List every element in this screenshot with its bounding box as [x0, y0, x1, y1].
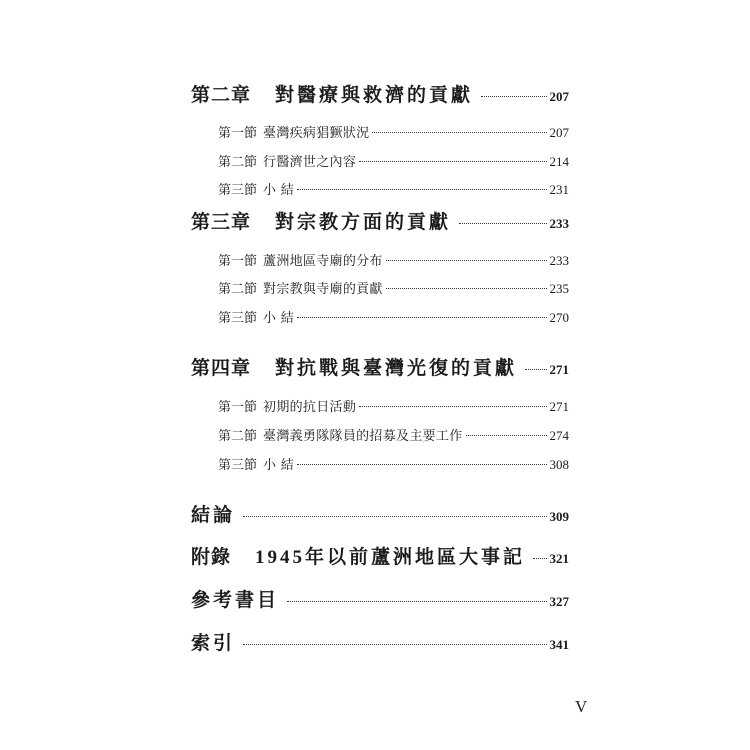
section-title: 臺灣義勇隊隊員的招募及主要工作: [263, 429, 463, 444]
dot-leader: [525, 369, 546, 370]
toc-appendix[interactable]: [191, 542, 569, 569]
chapter-title: 對醫療與救濟的貢獻: [275, 84, 474, 106]
page-number: 274: [549, 428, 569, 443]
dot-leader: [459, 223, 546, 224]
appendix-title: 1945年以前蘆洲地區大事記: [255, 547, 526, 568]
page-number: 231: [549, 182, 569, 197]
dot-leader: [372, 132, 546, 133]
page-number: 271: [549, 362, 569, 377]
index-title: 索引: [191, 632, 236, 654]
chapter-title: 對抗戰與臺灣光復的貢獻: [275, 357, 518, 379]
section-title: 行醫濟世之內容: [263, 155, 357, 170]
bibliography-title: 參考書目: [191, 589, 280, 611]
page-number: 207: [549, 89, 569, 104]
chapter-number: 第四章: [191, 357, 252, 379]
dot-leader: [386, 288, 547, 289]
section-number: 第三節: [218, 183, 258, 198]
toc-conclusion[interactable]: [191, 500, 569, 527]
dot-leader: [481, 96, 546, 97]
section-number: 第三節: [218, 311, 258, 326]
toc-section-2-1[interactable]: [218, 122, 569, 141]
page-number: 207: [549, 125, 569, 140]
dot-leader: [297, 189, 546, 190]
section-number: 第一節: [218, 400, 258, 415]
toc-chapter-3[interactable]: [191, 207, 569, 234]
dot-leader: [243, 516, 546, 517]
section-number: 第一節: [218, 126, 258, 141]
appendix-label: 附錄: [191, 546, 232, 568]
chapter-number: 第三章: [191, 211, 252, 233]
page-number: 271: [549, 399, 569, 414]
section-number: 第一節: [218, 254, 258, 269]
section-number: 第二節: [218, 429, 258, 444]
page-number: 327: [549, 594, 569, 609]
section-number: 第三節: [218, 458, 258, 473]
page-number: 233: [549, 253, 569, 268]
section-title: 初期的抗日活動: [263, 400, 357, 415]
toc-index[interactable]: [191, 628, 569, 655]
page-number: 235: [549, 281, 569, 296]
toc-chapter-4[interactable]: [191, 353, 569, 380]
toc-section-4-2[interactable]: [218, 425, 569, 444]
dot-leader: [533, 558, 546, 559]
toc-section-3-3[interactable]: [218, 307, 569, 326]
page-number: 341: [549, 637, 569, 652]
section-number: 第二節: [218, 155, 258, 170]
toc-section-3-2[interactable]: [218, 278, 569, 297]
dot-leader: [359, 161, 546, 162]
page-number: 270: [549, 310, 569, 325]
dot-leader: [297, 317, 546, 318]
section-title: 小 結: [263, 458, 295, 473]
dot-leader: [297, 464, 546, 465]
dot-leader: [466, 435, 547, 436]
section-title: 蘆洲地區寺廟的分布: [263, 254, 383, 269]
page-number: 309: [549, 509, 569, 524]
conclusion-title: 結論: [191, 504, 236, 526]
section-number: 第二節: [218, 282, 258, 297]
dot-leader: [359, 406, 546, 407]
toc-section-2-2[interactable]: [218, 151, 569, 170]
toc-section-2-3[interactable]: [218, 179, 569, 198]
section-title: 臺灣疾病猖獗狀況: [263, 126, 370, 141]
section-title: 對宗教與寺廟的貢獻: [263, 282, 383, 297]
toc-section-4-3[interactable]: [218, 454, 569, 473]
page-number: 321: [549, 551, 569, 566]
chapter-title: 對宗教方面的貢獻: [275, 211, 452, 233]
toc-bibliography[interactable]: [191, 585, 569, 612]
page-number: 233: [549, 216, 569, 231]
dot-leader: [243, 644, 546, 645]
dot-leader: [287, 601, 546, 602]
page-number: 214: [549, 154, 569, 169]
chapter-number: 第二章: [191, 84, 252, 106]
toc-section-4-1[interactable]: [218, 396, 569, 415]
page-footer-number: V: [575, 697, 588, 716]
toc-section-3-1[interactable]: [218, 250, 569, 269]
section-title: 小 結: [263, 183, 295, 198]
page-number: 308: [549, 457, 569, 472]
section-title: 小 結: [263, 311, 295, 326]
toc-chapter-2[interactable]: [191, 80, 569, 107]
dot-leader: [386, 260, 547, 261]
